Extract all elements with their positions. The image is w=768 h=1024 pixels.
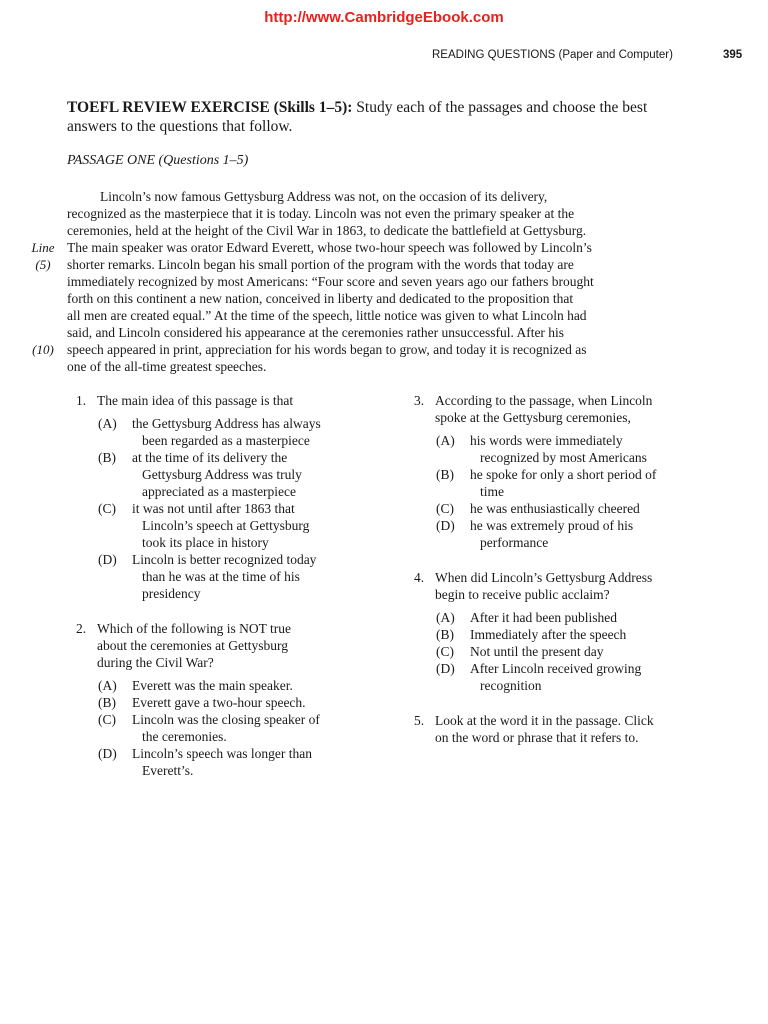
line-marker-5: (5) bbox=[35, 257, 51, 272]
question-text: According to the passage, when Lincoln bbox=[435, 393, 653, 408]
option-text: than he was at the time of his bbox=[142, 569, 300, 584]
option-text: the ceremonies. bbox=[142, 729, 227, 744]
passage-line: shorter remarks. Lincoln began his small portion of the program with the words that today are bbox=[67, 257, 574, 272]
option-text: took its place in history bbox=[142, 535, 269, 550]
option-text: presidency bbox=[142, 586, 201, 601]
passage-line: one of the all-time greatest speeches. bbox=[67, 359, 267, 374]
option-text: time bbox=[480, 484, 504, 499]
question-number: 3. bbox=[414, 393, 425, 408]
question-5 bbox=[414, 712, 744, 746]
source-url: http://www.CambridgeEbook.com bbox=[264, 9, 504, 26]
passage-line: ceremonies, held at the height of the Civil War in 1863, to dedicate the battlefield at Gettysburg. bbox=[67, 223, 587, 238]
running-head: READING QUESTIONS (Paper and Computer) bbox=[432, 49, 673, 61]
option-text: After Lincoln received growing bbox=[470, 661, 642, 676]
answer-option[interactable] bbox=[76, 415, 376, 449]
question-number: 4. bbox=[414, 570, 425, 585]
option-text: performance bbox=[480, 535, 549, 550]
option-text: Lincoln was the closing speaker of bbox=[132, 712, 320, 727]
option-text: Not until the present day bbox=[470, 644, 604, 659]
option-letter: (C) bbox=[436, 644, 454, 659]
passage-line: Lincoln’s now famous Gettysburg Address was not, on the occasion of its delivery, bbox=[100, 189, 548, 204]
answer-option[interactable] bbox=[76, 711, 376, 745]
answer-option[interactable] bbox=[76, 551, 376, 602]
exercise-instruction-2: answers to the questions that follow. bbox=[67, 118, 293, 135]
answer-option[interactable] bbox=[414, 626, 734, 643]
option-text: recognized by most Americans bbox=[480, 450, 647, 465]
option-text: his words were immediately bbox=[470, 433, 623, 448]
question-2 bbox=[76, 620, 376, 779]
answer-option[interactable] bbox=[414, 500, 734, 517]
question-stem bbox=[414, 392, 734, 426]
option-letter: (C) bbox=[98, 501, 116, 516]
line-marker-label: Line bbox=[31, 240, 55, 255]
option-letter: (B) bbox=[98, 450, 116, 465]
question-stem bbox=[76, 392, 376, 409]
option-text: been regarded as a masterpiece bbox=[142, 433, 310, 448]
question-text: spoke at the Gettysburg ceremonies, bbox=[435, 410, 631, 425]
exercise-title: TOEFL REVIEW EXERCISE (Skills 1–5): bbox=[67, 99, 353, 116]
passage-line: all men are created equal.” At the time of the speech, little notice was given to what Lincoln had bbox=[67, 308, 587, 323]
option-text: he spoke for only a short period of bbox=[470, 467, 657, 482]
passage-title: PASSAGE ONE (Questions 1–5) bbox=[67, 153, 249, 168]
option-text: at the time of its delivery the bbox=[132, 450, 288, 465]
option-text: After it had been published bbox=[470, 610, 617, 625]
option-letter: (A) bbox=[436, 610, 455, 625]
question-text: begin to receive public acclaim? bbox=[435, 587, 610, 602]
option-letter: (B) bbox=[98, 695, 116, 710]
option-letter: (A) bbox=[98, 416, 117, 431]
option-text: Lincoln’s speech was longer than bbox=[132, 746, 312, 761]
option-letter: (B) bbox=[436, 627, 454, 642]
option-text: Everett was the main speaker. bbox=[132, 678, 293, 693]
answer-option[interactable] bbox=[414, 432, 734, 466]
question-1 bbox=[76, 392, 376, 602]
answer-option[interactable] bbox=[76, 694, 376, 711]
answer-option[interactable] bbox=[76, 500, 376, 551]
option-letter: (A) bbox=[98, 678, 117, 693]
option-text: Everett’s. bbox=[142, 763, 194, 778]
passage-line: The main speaker was orator Edward Everett, whose two-hour speech was followed by Lincoln’s bbox=[67, 240, 592, 255]
question-text: Which of the following is NOT true bbox=[97, 621, 291, 636]
option-text: he was extremely proud of his bbox=[470, 518, 634, 533]
option-text: Gettysburg Address was truly bbox=[142, 467, 302, 482]
answer-option[interactable] bbox=[414, 643, 734, 660]
question-4 bbox=[414, 569, 734, 694]
question-number: 2. bbox=[76, 621, 87, 636]
option-text: he was enthusiastically cheered bbox=[470, 501, 640, 516]
question-text: When did Lincoln’s Gettysburg Address bbox=[435, 570, 653, 585]
question-stem bbox=[76, 620, 376, 671]
option-text: the Gettysburg Address has always bbox=[132, 416, 321, 431]
answer-option[interactable] bbox=[76, 745, 376, 779]
exercise-heading bbox=[67, 98, 727, 136]
option-letter: (D) bbox=[436, 518, 455, 533]
question-stem bbox=[414, 569, 734, 603]
option-text: Everett gave a two-hour speech. bbox=[132, 695, 306, 710]
option-letter: (D) bbox=[98, 552, 117, 567]
option-letter: (A) bbox=[436, 433, 455, 448]
question-number: 1. bbox=[76, 393, 87, 408]
option-letter: (C) bbox=[436, 501, 454, 516]
exercise-instruction-1: Study each of the passages and choose the best bbox=[356, 99, 648, 116]
page-number: 395 bbox=[723, 49, 743, 61]
question-3 bbox=[414, 392, 734, 551]
passage-line: speech appeared in print, appreciation for his words began to grow, and today it is recognized as bbox=[67, 342, 587, 357]
passage-line: forth on this continent a new nation, conceived in liberty and dedicated to the proposition that bbox=[67, 291, 574, 306]
question-text: on the word or phrase that it refers to. bbox=[435, 730, 639, 745]
passage-line: recognized as the masterpiece that it is today. Lincoln was not even the primary speaker at the bbox=[67, 206, 575, 221]
option-text: appreciated as a masterpiece bbox=[142, 484, 297, 499]
passage-line: immediately recognized by most Americans: “Four score and seven years ago our fathers brought bbox=[67, 274, 594, 289]
question-stem bbox=[414, 712, 744, 746]
question-text: about the ceremonies at Gettysburg bbox=[97, 638, 288, 653]
option-text: Lincoln’s speech at Gettysburg bbox=[142, 518, 310, 533]
option-text: recognition bbox=[480, 678, 542, 693]
answer-option[interactable] bbox=[414, 466, 734, 500]
question-number: 5. bbox=[414, 713, 425, 728]
option-letter: (B) bbox=[436, 467, 454, 482]
answer-option[interactable] bbox=[414, 660, 734, 694]
option-letter: (D) bbox=[436, 661, 455, 676]
question-text: during the Civil War? bbox=[97, 655, 214, 670]
question-text: Look at the word it in the passage. Click bbox=[435, 713, 654, 728]
passage-line: said, and Lincoln considered his appearance at the ceremonies rather unsuccessful. After his bbox=[67, 325, 565, 340]
line-marker-10: (10) bbox=[32, 342, 54, 357]
answer-option[interactable] bbox=[414, 517, 734, 551]
option-text: Immediately after the speech bbox=[470, 627, 627, 642]
answer-option[interactable] bbox=[76, 449, 376, 500]
answer-option[interactable] bbox=[414, 609, 734, 626]
option-letter: (C) bbox=[98, 712, 116, 727]
option-letter: (D) bbox=[98, 746, 117, 761]
option-text: Lincoln is better recognized today bbox=[132, 552, 317, 567]
question-text: The main idea of this passage is that bbox=[97, 393, 294, 408]
answer-option[interactable] bbox=[76, 677, 376, 694]
option-text: it was not until after 1863 that bbox=[132, 501, 295, 516]
